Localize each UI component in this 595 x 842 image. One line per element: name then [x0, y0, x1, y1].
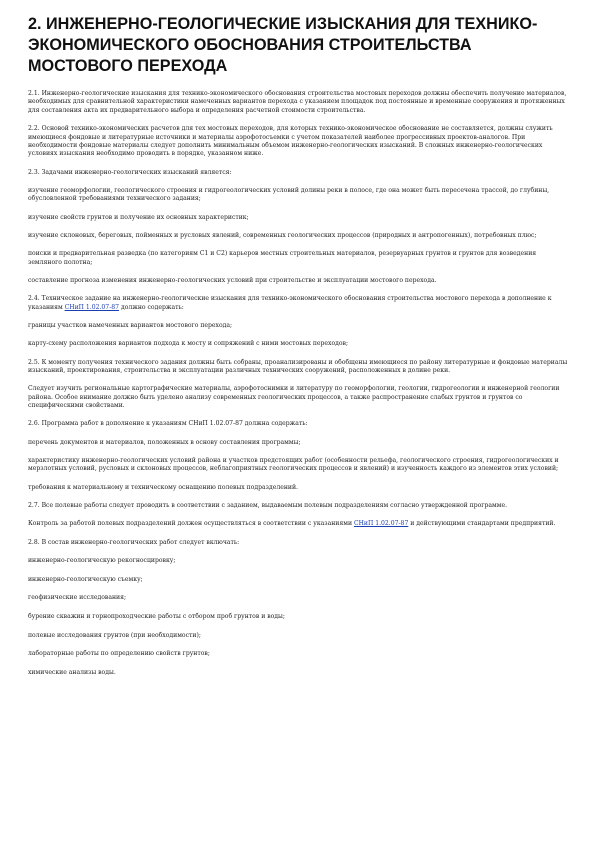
- paragraph-text: Следует изучить региональные картографические материалы, аэрофотоснимки и литературу по геоморфологии, геологии, гидрогеологии и инженерной геологии района. Особое внимание должно быть уделено анализу современных геологических процессов, а также распространение слабых грунтов и грунтов со специфическими свойствами.: [28, 385, 560, 410]
- paragraph-text: и действующими стандартами предприятий.: [408, 520, 556, 528]
- list-item: изучение склоновых, береговых, пойменных и русловых явлений, современных геологических процессов (природных и антропогенных), потребовных плюс;: [28, 231, 537, 239]
- list-item: бурение скважин и горнопроходческие работы с отбором проб грунтов и воды;: [28, 612, 285, 620]
- list-item: характеристику инженерно-геологических условий района и участков предстоящих работ (особенности рельефа, геологического строения, гидрогеологических и мерзлотных условий, русловых и склоновых процессов, неблагоприятных геологических процессов и явлений) и изученность каждого из элементов этих условий;: [28, 456, 559, 473]
- paragraph-2-7: 2.7. Все полевые работы следует проводить в соответствии с заданием, выдаваемым полевым подразделениям согласно утвержденной программе.: [28, 501, 508, 509]
- document-page: [28, 14, 568, 688]
- list-item: карту-схему расположения вариантов подхода к мосту и сопряжений с ними мостовых переходов;: [28, 340, 349, 348]
- list-item: химические анализы воды.: [28, 669, 116, 677]
- snip-reference-link[interactable]: СНиП 1.02.07-87: [353, 520, 409, 528]
- paragraph-text: должно содержать:: [119, 303, 184, 311]
- snip-reference-link[interactable]: СНиП 1.02.07-87: [64, 303, 120, 311]
- list-item: лабораторные работы по определению свойств грунтов;: [28, 650, 210, 658]
- paragraph-2-3: 2.3. Задачами инженерно-геологических изысканий является:: [28, 168, 232, 176]
- paragraph-2-1: 2.1. Инженерно-геологические изыскания для технико-экономического обоснования строительства мостовых переходов должны обеспечить получение материалов, необходимых для сравнительной характеристики намеченных вариантов перехода с указанием площадок под постоянные и временные сооружения и протяженных для составления акта их предварительного выбора и определения расчетной стоимости строительства.: [28, 90, 567, 114]
- list-item: составление прогноза изменения инженерно-геологических условий при строительстве и эксплуатации мостового перехода.: [28, 276, 437, 284]
- list-item: требования к материальному и техническому оснащению полевых подразделений.: [28, 483, 298, 491]
- list-item: полевые исследования грунтов (при необходимости);: [28, 631, 201, 639]
- list-item: инженерно-геологическую съемку;: [28, 575, 143, 583]
- list-item: поиски и предварительная разведка (по категориям С1 и С2) карьеров местных строительных материалов, резервуарных грунтов и грунтов для возведения земляного полотна;: [28, 250, 537, 266]
- list-item: изучение свойств грунтов и получение их основных характеристик;: [28, 213, 249, 221]
- paragraph-2-4: [28, 295, 568, 312]
- paragraph-control: [28, 520, 568, 528]
- list-item: инженерно-геологическую рекогносцировку;: [28, 556, 176, 564]
- page-title: 2. ИНЖЕНЕРНО-ГЕОЛОГИЧЕСКИЕ ИЗЫСКАНИЯ ДЛЯ ТЕХНИКО-ЭКОНОМИЧЕСКОГО ОБОСНОВАНИЯ СТРОИТЕЛЬСТВА МОСТОВОГО ПЕРЕХОДА: [28, 15, 538, 75]
- paragraph-2-8: 2.8. В состав инженерно-геологических работ следует включать:: [28, 538, 240, 546]
- list-item: изучение геоморфологии, геологического строения и гидрогеологических условий долины реки в полосе, где она может быть пересечена трассой, до глубины, обусловленной требованиями технического задания;: [28, 186, 550, 203]
- paragraph-2-2: 2.2. Основой технико-экономических расчетов для тех мостовых переходов, для которых технико-экономическое обоснование не составляется, должны служить имеющиеся фондовые и литературные источники и материалы аэрофотосъемки с учетом показателей наиболее прогрессивных проектов-аналогов. При необходимости фондовые материалы следует дополнить минимальным объемом инженерно-геологических изысканий. В сложных инженерно-геологических условиях изыскания необходимо проводить в порядке, указанном ниже.: [28, 125, 553, 158]
- list-item: геофизические исследования;: [28, 594, 127, 602]
- paragraph-text: 2.4. Техническое задание на инженерно-геологические изыскания для технико-экономического обоснования строительства мостового перехода в дополнение к указаниям: [28, 295, 552, 311]
- paragraph-text: Контроль за работой полевых подразделений должен осуществляться в соответствии с указаниями: [28, 520, 354, 528]
- list-item: границы участков намеченных вариантов мостового перехода;: [28, 321, 233, 329]
- list-item: перечень документов и материалов, положенных в основу составления программы;: [28, 438, 301, 446]
- paragraph-2-6: 2.6. Программа работ в дополнение к указаниям СНиП 1.02.07-87 должна содержать:: [28, 420, 308, 428]
- paragraph-2-5: 2.5. К моменту получения технического задания должны быть собраны, проанализированы и обобщены имеющиеся по району литературные и фондовые материалы изысканий, проектирования, строительства и эксплуатации различных технических сооружений, расположенных в долине реки.: [28, 358, 568, 374]
